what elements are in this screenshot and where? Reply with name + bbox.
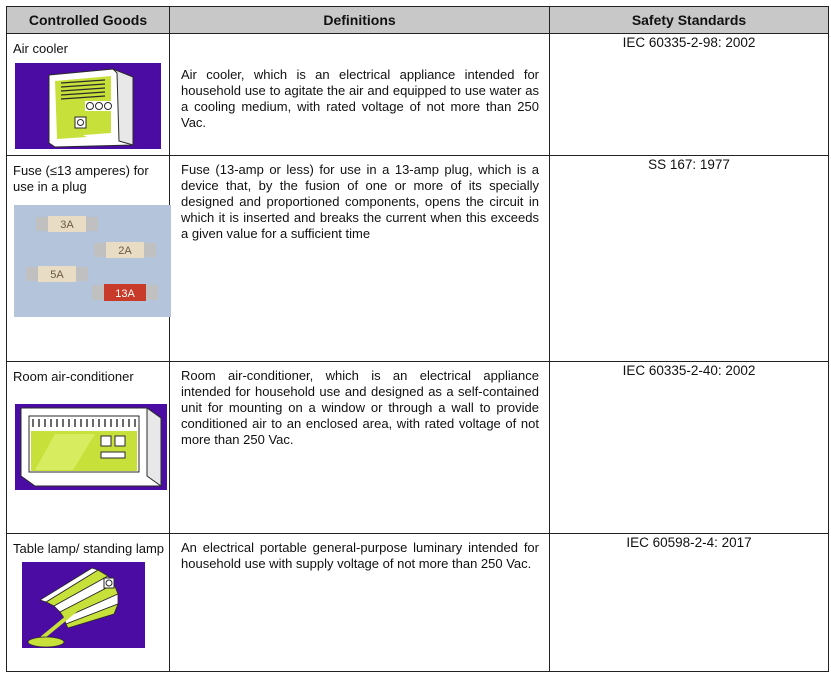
- air-cooler-icon: [15, 63, 161, 149]
- table-row: [7, 534, 829, 672]
- standard-cell: IEC 60335-2-98: 2002: [550, 34, 829, 156]
- fuse-label: 13A: [115, 288, 135, 300]
- fuse-label: 3A: [60, 219, 74, 231]
- definition-text: An electrical portable general-purpose luminary intended for household use with supply voltage of not more than 250 Vac.: [181, 540, 539, 571]
- definition-cell: [170, 362, 550, 534]
- table-row: [7, 362, 829, 534]
- goods-cell: [7, 156, 170, 362]
- header-controlled-goods: Controlled Goods: [7, 7, 170, 34]
- definition-text: Fuse (13-amp or less) for use in a 13-amp plug, which is a device that, by the fusion of one or more of its specially designed and proportioned components, opens the circuit in which it is inserted and breaks the current when this exceeds a given value for a sufficient time: [181, 162, 539, 241]
- definition-cell: [170, 34, 550, 156]
- controlled-goods-table: [6, 6, 829, 672]
- goods-cell: [7, 34, 170, 156]
- table-lamp-icon: [22, 562, 145, 648]
- standard-cell: SS 167: 1977: [550, 156, 829, 362]
- header-row: [7, 7, 829, 34]
- goods-cell: [7, 362, 170, 534]
- header-safety-standards: Safety Standards: [550, 7, 829, 34]
- goods-name: Room air-conditioner: [13, 369, 134, 384]
- header-definitions: Definitions: [170, 7, 550, 34]
- goods-name: Table lamp/ standing lamp: [13, 541, 165, 556]
- definition-text: Air cooler, which is an electrical appliance intended for household use to agitate the air and equipped to use water as a cooling medium, with rated voltage of not more than 250 Vac.: [181, 67, 539, 130]
- definition-cell: [170, 156, 550, 362]
- air-conditioner-icon: [15, 404, 167, 490]
- fuse-photo: [14, 205, 171, 317]
- goods-cell: [7, 534, 170, 672]
- goods-name: Air cooler: [13, 41, 68, 56]
- fuse-label: 5A: [50, 269, 64, 281]
- goods-name: Fuse (≤13 amperes) for use in a plug: [13, 163, 149, 194]
- table-row: [7, 34, 829, 156]
- table-row: [7, 156, 829, 362]
- definition-cell: [170, 534, 550, 672]
- definition-text: Room air-conditioner, which is an electrical appliance intended for household use and designed as a self-contained unit for mounting on a window or through a wall to provide conditioned air to an enclosed area, with rated voltage of not more than 250 Vac.: [181, 368, 539, 447]
- standard-cell: IEC 60335-2-40: 2002: [550, 362, 829, 534]
- standard-cell: IEC 60598-2-4: 2017: [550, 534, 829, 672]
- fuse-label: 2A: [118, 245, 132, 257]
